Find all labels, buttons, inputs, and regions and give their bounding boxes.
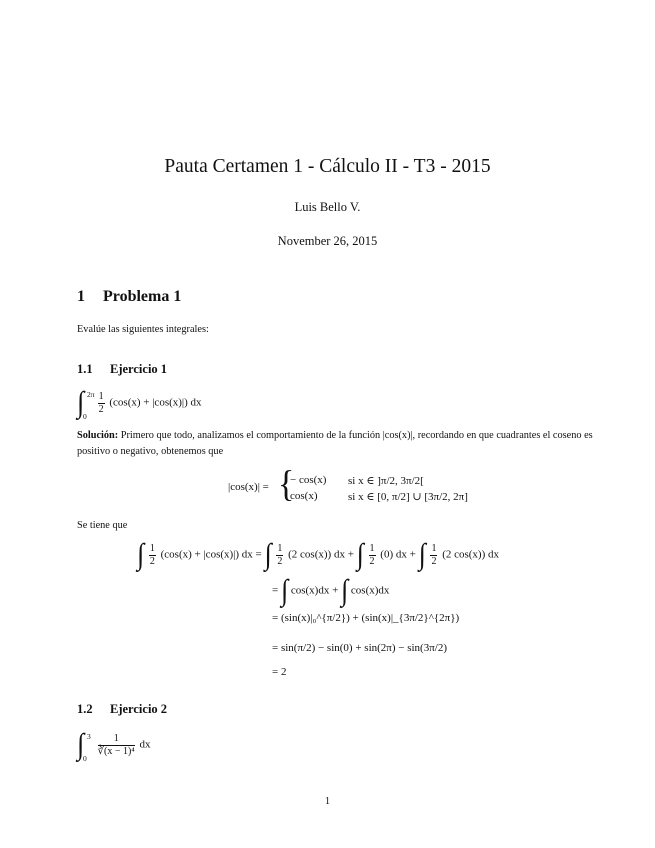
subsection-heading-2	[77, 702, 167, 717]
lhs-integrand: (cos(x) + |cos(x)|) dx =	[160, 548, 262, 561]
exercise2-dx: dx	[139, 738, 151, 751]
integral-sign: ∫	[418, 537, 426, 572]
line1-term-c: (2 cos(x)) dx	[442, 548, 500, 561]
line2-term-a: cos(x)dx +	[290, 584, 339, 597]
author: Luis Bello V.	[294, 200, 361, 214]
solution-paragraph	[77, 428, 607, 460]
section-number: 1	[77, 288, 85, 305]
upper-limit: 2π	[87, 390, 95, 399]
fraction-half: $\frac{1}{2}$	[369, 542, 375, 567]
lower-limit: 0	[83, 754, 87, 763]
se-tiene-text: Se tiene que	[77, 520, 128, 531]
piecewise-definition	[228, 464, 488, 506]
piecewise-lhs: |cos(x)| =	[228, 481, 269, 493]
solution-label: Solución:	[77, 430, 119, 441]
subsection-heading-1	[77, 362, 167, 377]
line1-term-a: (2 cos(x)) dx +	[288, 548, 354, 561]
case1-condition: si x ∈ ]π/2, 3π/2[	[348, 475, 424, 487]
fraction-half: $\frac{1}{2}$	[149, 542, 155, 567]
derivation-line-3: = (sin(x)|₀^{π/2}) + (sin(x)|_{3π/2}^{2π})	[272, 612, 460, 624]
line2-term-b: cos(x)dx	[350, 584, 390, 597]
solution-text: Primero que todo, analizamos el comportamiento de la función |cos(x)|, recordando en que cuadrantes el coseno es positivo o negativo, obtenemos que	[77, 430, 593, 457]
derivation-line-4: = sin(π/2) − sin(0) + sin(2π) − sin(3π/2)	[272, 642, 447, 654]
derivation-line-2: = ∫ cos(x)dx + ∫ cos(x)dx	[272, 573, 390, 608]
section-heading	[77, 288, 181, 306]
case2-condition: si x ∈ [0, π/2] ∪ [3π/2, 2π]	[348, 491, 468, 503]
subsection-title: Ejercicio 2	[110, 702, 168, 716]
left-brace: {	[278, 464, 295, 505]
section-title: Problema 1	[103, 288, 182, 305]
subsection-number: 1.2	[77, 702, 93, 716]
line1-term-b: (0) dx +	[380, 548, 416, 561]
integral-sign: ∫	[77, 385, 85, 420]
exercise2-integral	[77, 727, 277, 764]
lower-limit: 0	[83, 412, 87, 421]
derivation-line-5: = 2	[272, 666, 287, 678]
fraction-half: $\frac{1}{2}$	[431, 542, 437, 567]
integral-sign: ∫	[356, 537, 364, 572]
integral-sign: ∫	[137, 537, 145, 572]
subsection-title: Ejercicio 1	[110, 362, 168, 376]
integral-sign: ∫	[264, 537, 272, 572]
integrand: (cos(x) + |cos(x)|) dx	[109, 396, 202, 409]
page-number: 1	[324, 796, 331, 807]
upper-limit: 3	[87, 732, 91, 741]
date: November 26, 2015	[277, 234, 378, 248]
derivation-line-1	[137, 537, 500, 572]
document-title: Pauta Certamen 1 - Cálculo II - T3 - 2015	[164, 156, 491, 177]
integral-sign: ∫	[341, 573, 349, 608]
fraction-root: $\frac{1}{\text{∛(x − 1)⁴}}$	[97, 732, 135, 757]
fraction-half: $\frac{1}{2}$	[98, 390, 104, 415]
fraction-half: $\frac{1}{2}$	[277, 542, 283, 567]
integral-sign: ∫	[77, 727, 85, 762]
intro-text: Evalúe las siguientes integrales:	[77, 324, 209, 335]
exercise1-integral	[77, 385, 277, 421]
case1-value: − cos(x)	[290, 474, 327, 486]
case2-value: cos(x)	[290, 490, 318, 502]
integral-sign: ∫	[280, 573, 289, 608]
subsection-number: 1.1	[77, 362, 93, 376]
